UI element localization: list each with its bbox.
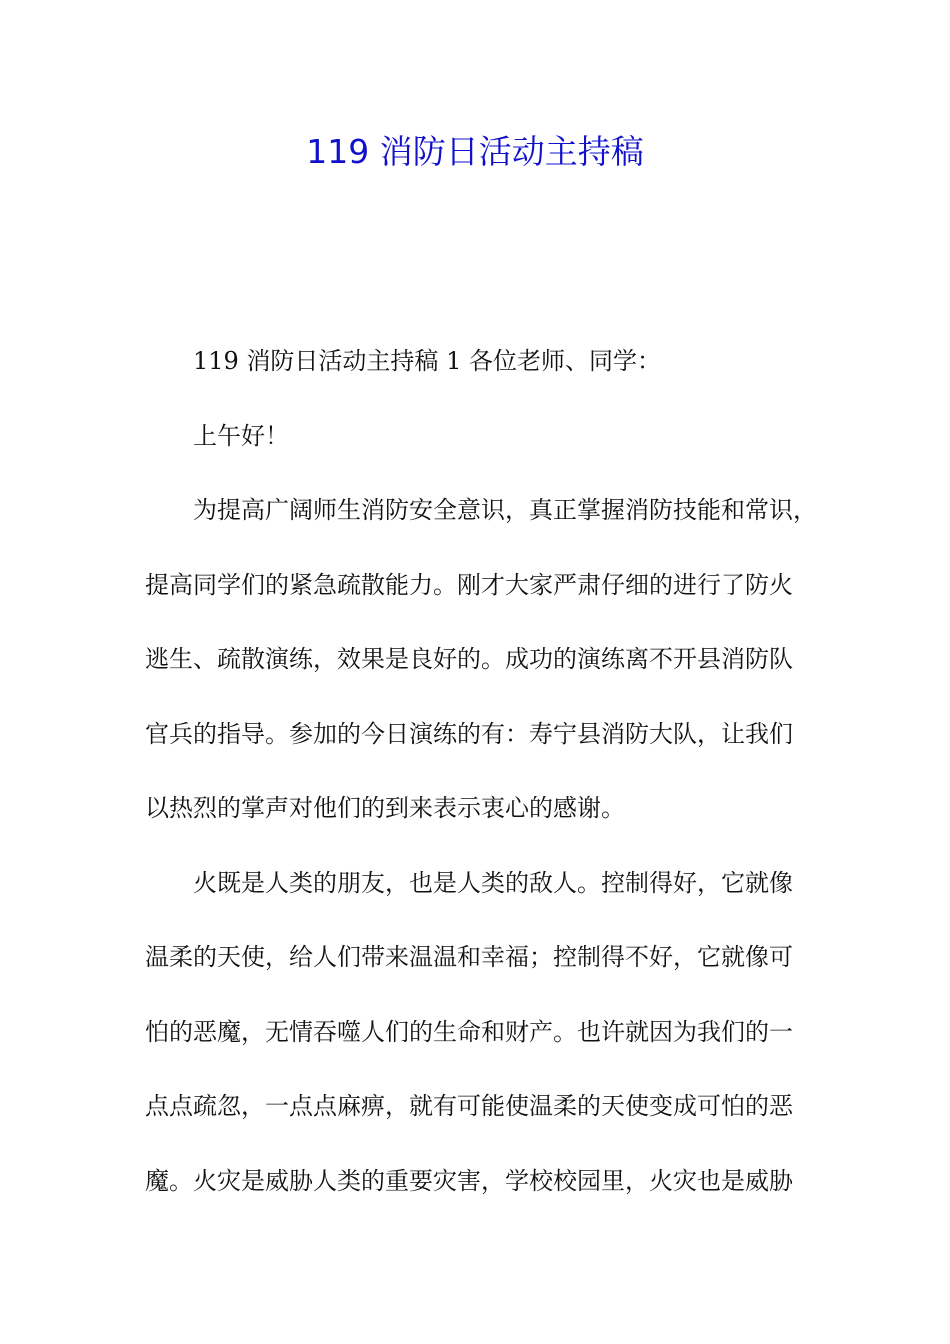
paragraph-line: 逃生、疏散演练，效果是良好的。成功的演练离不开县消防队 bbox=[145, 645, 793, 673]
paragraph-line: 官兵的指导。参加的今日演练的有：寿宁县消防大队，让我们 bbox=[145, 719, 793, 748]
paragraph-line: 魔。火灾是威胁人类的重要灾害，学校校园里，火灾也是威胁 bbox=[145, 1166, 793, 1195]
paragraph-greeting: 119 消防日活动主持稿 1 各位老师、同学： bbox=[193, 347, 661, 375]
paragraph-line: 点点疏忽，一点点麻痹，就有可能使温柔的天使变成可怕的恶 bbox=[145, 1092, 793, 1120]
paragraph-salutation: 上午好！ bbox=[193, 421, 289, 450]
paragraph-line: 为提高广阔师生消防安全意识，真正掌握消防技能和常识， bbox=[193, 496, 817, 524]
paragraph-line: 温柔的天使，给人们带来温温和幸福；控制得不好，它就像可 bbox=[145, 943, 793, 971]
paragraph-line: 火既是人类的朋友，也是人类的敌人。控制得好，它就像 bbox=[193, 868, 793, 897]
document-body bbox=[145, 336, 815, 1230]
document-title: 119 消防日活动主持稿 bbox=[306, 132, 644, 171]
paragraph-line: 以热烈的掌声对他们的到来表示衷心的感谢。 bbox=[145, 794, 625, 822]
paragraph-line: 怕的恶魔，无情吞噬人们的生命和财产。也许就因为我们的一 bbox=[145, 1017, 793, 1046]
paragraph-line: 提高同学们的紧急疏散能力。刚才大家严肃仔细的进行了防火 bbox=[145, 570, 793, 599]
